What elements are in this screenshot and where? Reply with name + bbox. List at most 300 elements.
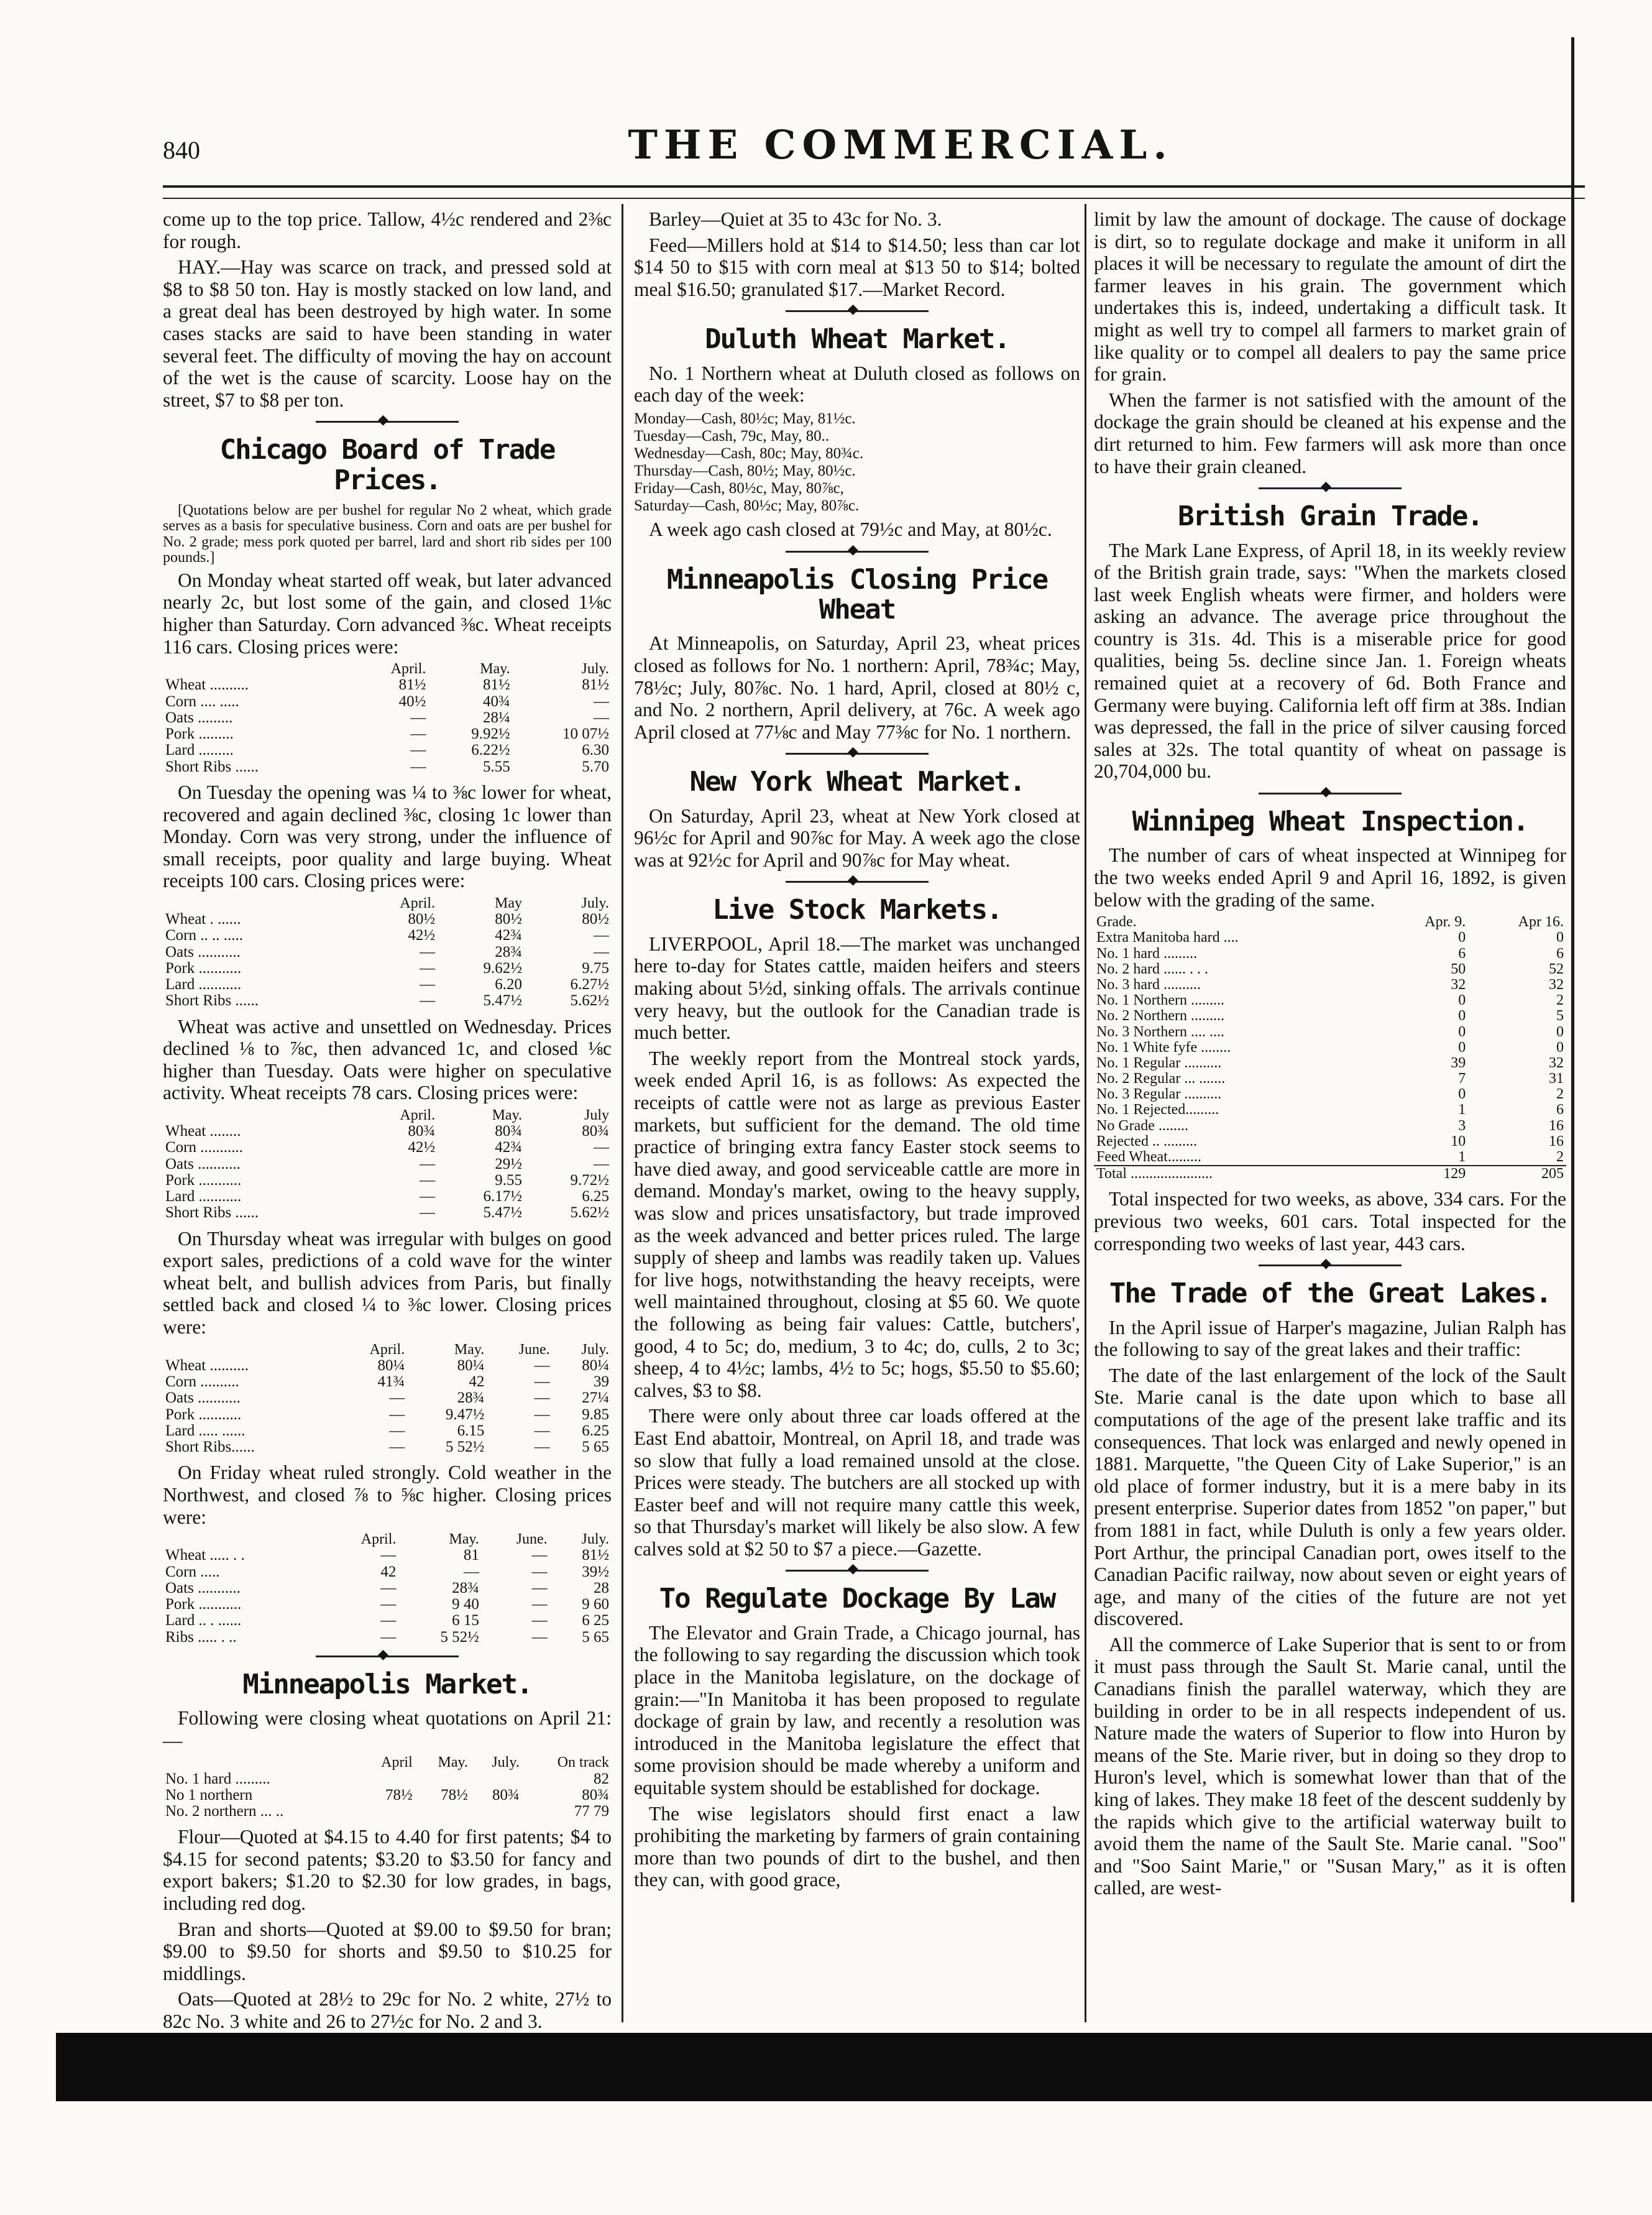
note: [Quotations below are per bushel for regular No 2 wheat, which grade serves as a basis for speculative business. Corn and oats are per bushel for No. 2 grade; mess pork quoted per barrel, lard and short rib sides per 100 pounds.] [163,502,612,566]
table-header-row [163,1342,612,1358]
table-cell: 42 [380,1563,397,1580]
table-cell: — [410,758,426,775]
table-row [163,1205,612,1221]
table-cell: — [531,1547,548,1564]
table-cell: 81½ [398,676,426,694]
paragraph: On Thursday wheat was irregular with bulges on good export sales, predictions of a cold wave for the winter wheat belt, and bullish advices from Paris, but finally settled back and closed ¼ to ⅜c lower. Closing prices were: [163,1227,612,1338]
table-cell: — [380,1547,397,1564]
table-cell: 10 07½ [562,725,609,743]
heading-winnipeg: Winnipeg Wheat Inspection. [1132,806,1528,838]
table-cell: No. 2 hard ...... . . . [1096,960,1208,977]
table-cell: 6.27½ [570,976,609,993]
table-cell: 0 [1458,992,1466,1009]
table-row [163,993,612,1009]
table-cell: — [594,1155,609,1172]
table-cell: 80¾ [492,1786,520,1803]
table-cell: 28¾ [452,1579,479,1596]
table-cell: 42¾ [495,1139,523,1156]
table-cell: — [380,1579,397,1596]
table-row [163,1374,612,1390]
table-header-cell: June. [518,1341,550,1358]
table-cell: 10 [1451,1133,1466,1149]
masthead: THE COMMERCIAL. [628,122,1173,168]
table-cell: — [410,742,426,759]
table-cell: — [389,1389,405,1407]
list-item: Friday—Cash, 80½c, May, 80⅞c, [634,479,844,497]
table-row [163,1439,612,1455]
table-cell: — [531,1563,548,1580]
table-cell: — [380,1596,397,1613]
table-cell: — [594,927,609,944]
table-header-cell: May. [492,1107,523,1123]
table-cell: 9.72½ [570,1171,609,1189]
table-cell: 9.47½ [445,1406,485,1423]
table-cell: 7 [1458,1071,1466,1087]
paragraph: On Monday wheat started off weak, but later advanced nearly 2c, but lost some of the gain, and closed 1⅛c higher than Saturday. Corn advanced ⅜c. Wheat receipts 116 cars. Closing prices were: [163,569,612,658]
table-cell: No 1 northern [165,1786,253,1803]
table-cell: 28¼ [482,709,510,726]
table-cell: — [531,1612,548,1629]
table-row [1094,962,1566,977]
table-cell: 50 [1451,960,1466,977]
table-cell: — [534,1373,550,1391]
table-cell: 9.92½ [471,725,510,743]
table-cell: Lard ......... [165,742,234,759]
table-cell: 40½ [398,693,426,710]
table-row [1094,993,1566,1008]
table-cell: 6 15 [452,1612,479,1629]
table-cell: 39 [594,1373,609,1391]
minneapolis-table [163,1755,612,1820]
table-cell: 2 [1556,1149,1564,1166]
table-header-row [163,661,612,677]
table-cell: — [410,725,426,743]
table-header-cell [163,661,351,677]
table-cell: No Grade ........ [1096,1117,1188,1134]
table-cell: 5 52½ [445,1439,485,1456]
table-row [163,1407,612,1423]
paragraph: At Minneapolis, on Saturday, April 23, wheat prices closed as follows for No. 1 northern: April, 78¾c; May, 78½c; July, 80⅞c. No. 1 hard, April, closed at 80½ c, and No. 2 northern, April delivery, at 76c. A week ago April closed at 77⅛c and May 77⅜c for No. 1 northern. [634,632,1080,743]
table-cell: 42½ [408,927,436,944]
table-row [163,1189,612,1205]
table-cell: 5.70 [582,758,609,775]
table-cell: 5.47½ [483,992,523,1010]
table-cell: 80¾ [495,1123,523,1140]
table-header-cell: July [584,1107,609,1123]
table-header-cell [163,896,358,911]
table-cell: Lard .. . ...... [165,1612,242,1629]
table-cell: 42½ [408,1139,436,1156]
price-table-thursday [163,1342,612,1456]
table-cell: 9 40 [452,1596,479,1613]
table-cell: — [594,1139,609,1156]
table-cell: Short Ribs ...... [165,992,259,1010]
table-cell: 41¾ [377,1373,405,1391]
table-row [163,1123,612,1140]
page-number: 840 [163,136,200,164]
winnipeg-table [1094,914,1566,1182]
table-header-cell [163,1108,358,1123]
table-cell: 1 [1458,1102,1466,1118]
table-header-cell: July. [581,1531,609,1548]
table-cell: — [534,1406,550,1423]
table-cell: — [380,1612,397,1629]
table-header-row [163,1532,612,1547]
section-separator [786,310,929,312]
paragraph: When the farmer is not satisfied with the amount of the dockage the grain should be cleaned at his expense and the dirt returned to him. Few farmers will ask more than once to have their grain cleaned. [1094,389,1566,477]
table-header-cell: May. [480,661,510,678]
table-cell: 42¾ [495,927,523,944]
table-cell: 3 [1458,1117,1466,1134]
table-row [163,1156,612,1172]
table-row [163,677,612,693]
table-cell: 205 [1468,1166,1566,1182]
heading-british: British Grain Trade. [1178,500,1482,533]
table-cell: 78½ [441,1786,468,1803]
table-cell: — [389,1439,405,1456]
list-item: Tuesday—Cash, 79c, May, 80.. [634,427,830,444]
paragraph: The weekly report from the Montreal stock yards, week ended April 16, is as follows: As expected the receipts of cattle were not as large as previous Easter markets, but sufficient for the demand. The old time practice of bringing extra fancy Easter stock seems to have died away, and good serviceable cattle are more in demand. Monday's market, owing to the heavy supply, was slow and prices unsatisfactory, but trade improved as the week advanced and better prices ruled. The large supply of sheep and lambs was readily taken up. Values for live hogs, notwithstanding the heavy receipts, were well maintained throughout, closing at $5 60. We quote the following as being fair values: Cattle, butchers', good, 4 to 5c; do, medium, 3 to 4c; do, culls, 2 to 3c; sheep, 4 to 4½c; lambs, 4½ to 5c; hogs, $5.50 to $5.60; calves, $3 to $8. [634,1047,1080,1401]
table-cell: Oats ........... [165,1155,241,1172]
table-row [163,1771,612,1787]
table-cell: No. 1 White fyfe ........ [1096,1039,1231,1056]
table-cell: — [463,1563,479,1580]
table-row [163,1140,612,1156]
table-row [1094,1071,1566,1087]
table-row [163,1547,612,1563]
table-cell: 32 [1549,1054,1564,1071]
table-cell: 0 [1458,1023,1466,1040]
paragraph: limit by law the amount of dockage. The cause of dockage is dirt, so to regulate dockage and make it uniform in all places it will be necessary to regulate the amount of dirt the farmer leaves in his grain. The government which undertakes this is, indeed, undertaking a difficult task. It might as well try to compel all farmers to market grain of like quality or to compel all dealers to pay the same price for grain. [1094,208,1566,385]
table-cell: 80¾ [582,1123,609,1140]
table-row [163,1580,612,1596]
section-separator [316,421,459,423]
table-row [163,1803,612,1820]
heading-minneapolis-closing: Minneapolis Closing Price Wheat [666,563,1048,625]
table-cell: — [380,1628,397,1646]
table-cell: 80½ [582,911,609,928]
table-cell: Wheat ........ [165,1123,241,1140]
paragraph: The date of the last enlargement of the lock of the Sault Ste. Marie canal is the date upon which to base all computations of the age of the present lake traffic and its consequences. That lock was enlarged and newly opened in 1881. Marquette, "the Queen City of Lake Superior," is an old place of former industry, but it is a mere baby in its present enterprise. Superior dates from 1852 "on paper," but from 1881 in fact, while Duluth is only a few years older. Port Arthur, the principal Canadian port, owes itself to the Canadian Pacific railway, now about seven or eight years of age, and many of the cities of the future are not yet discovered. [1094,1364,1566,1630]
price-table-monday [163,661,612,775]
table-cell: — [420,1204,436,1222]
table-row [163,1629,612,1646]
list-item: Thursday—Cash, 80½; May, 80½c. [634,462,856,479]
duluth-day-list [634,410,1080,515]
table-cell: Rejected .. ......... [1096,1133,1197,1149]
table-cell: Pork ........... [165,1406,242,1423]
table-cell: No. 2 northern ... .. [165,1803,284,1820]
table-cell: 0 [1458,929,1466,946]
table-cell: 42 [469,1373,485,1391]
table-header-cell: Apr 16. [1518,914,1564,931]
table-cell: Corn .......... [165,1373,239,1391]
table-cell: No. 1 hard ......... [165,1770,270,1787]
table-cell: Pork ........... [165,959,242,977]
table-cell: 1 [1458,1149,1466,1166]
table-cell: Lard ..... ...... [165,1422,246,1439]
section-separator [1259,1264,1402,1266]
table-header-cell: May [495,895,523,911]
table-cell: 6 [1556,945,1564,962]
table-cell: 80¼ [377,1356,405,1374]
table-cell: 6 [1556,1102,1564,1118]
table-row [1094,1056,1566,1071]
table-cell [357,1771,415,1787]
table-cell: 28 [594,1579,609,1596]
table-row [163,726,612,742]
table-cell: — [534,1439,550,1456]
paragraph-feed: Feed—Millers hold at $14 to $14.50; less than car lot $14 50 to $15 with corn meal at $13 50 to $14; bolted meal $16.50; granulated $17.—Market Record. [634,234,1080,300]
paragraph: On Friday wheat ruled strongly. Cold weather in the Northwest, and closed ⅞ to ⅝c higher. Closing prices were: [163,1462,612,1528]
paragraph-oats: Oats—Quoted at 28½ to 29c for No. 2 white, 27½ to 82c No. 3 white and 26 to 27½c for No. 2 and 3. [163,1988,612,2033]
table-header-cell: April. [369,1341,405,1358]
table-cell: 5 [1556,1008,1564,1025]
table-cell [415,1771,470,1787]
paragraph: Wheat was active and unsettled on Wednesday. Prices declined ⅛ to ⅞c, then advanced 1c, and closed ⅛c higher than Tuesday. Oats were higher on speculative activity. Wheat receipts 78 cars. Closing prices were: [163,1015,612,1104]
table-header-cell [163,1755,357,1771]
table-cell: 31 [1549,1071,1564,1087]
table-cell: — [531,1579,548,1596]
table-cell: 9.85 [582,1406,609,1423]
table-cell: Oats ......... [165,709,233,726]
table-cell: 82 [594,1770,609,1787]
paragraph: LIVERPOOL, April 18.—The market was unchanged here to-day for States cattle, maiden heifers and steers making about 5½d, sinking offals. The arrivals continue very heavy, but the outlook for the Canadian trade is much better. [634,933,1080,1044]
table-cell: Pork ........... [165,1171,242,1189]
table-cell [470,1771,522,1787]
table-cell: Oats ........... [165,943,241,960]
paragraph: A week ago cash closed at 79½c and May, at 80½c. [649,518,1052,540]
paragraph: Total inspected for two weeks, as above, 334 cars. For the previous two weeks, 601 cars. Total inspected for the corresponding two weeks of last year, 443 cars. [1094,1188,1566,1255]
table-cell [357,1803,415,1820]
paragraph: come up to the top price. Tallow, 4½c rendered and 2⅜c for rough. [163,208,612,252]
table-row [1094,1025,1566,1040]
table-cell: 5.55 [482,758,510,775]
table-cell: 6.30 [582,742,609,759]
table-cell: No. 3 hard .......... [1096,976,1201,993]
table-cell: 6.17½ [483,1188,523,1205]
table-cell: 0 [1458,1039,1466,1056]
table-row [1094,1040,1566,1056]
table-cell: 32 [1451,976,1466,993]
paragraph: All the commerce of Lake Superior that is sent to or from it must pass through the Sault St. Marie canal, until the Canadians finish the parallel waterway, which they are building in order to be in all respects independent of us. Nature made the waters of Superior to flow into Huron by means of the Ste. Marie river, but in doing so they drop to Huron's level, which is somewhat lower than that of the king of lakes. They make 18 feet of the descent suddenly by the rapids which give to the artificial waterway built to avoid them the name of the Sault Ste. Marie canal. "Soo" and "Soo Saint Marie," or "Susan Mary," as it is often called, are west- [1094,1633,1566,1899]
table-cell: 80½ [495,911,523,928]
table-cell: Lard ........... [165,976,242,993]
table-row [163,928,612,944]
column-2 [634,208,1080,2020]
list-item: Saturday—Cash, 80½c; May, 80⅞c. [634,497,860,514]
table-cell: 0 [1458,1008,1466,1025]
table-cell: 5 65 [582,1628,609,1646]
table-cell: Oats ........... [165,1579,241,1596]
table-cell: No. 1 Rejected......... [1096,1102,1219,1118]
table-cell: 2 [1556,1086,1564,1103]
table-cell: 9 60 [582,1596,609,1613]
table-cell: — [420,959,436,977]
table-row [1094,1087,1566,1102]
table-header-cell: April. [400,895,436,911]
heading-chicago: Chicago Board of Trade Prices. [219,434,555,496]
table-row [163,944,612,960]
header-rule [163,185,1585,188]
table-cell: — [420,1155,436,1172]
table-total-row [1094,1166,1566,1182]
table-cell: No. 3 Regular .......... [1096,1086,1222,1103]
table-cell: — [420,943,436,960]
table-row [163,1390,612,1406]
table-row [163,742,612,758]
table-cell: Short Ribs ...... [165,1204,259,1222]
paragraph: The Elevator and Grain Trade, a Chicago journal, has the following to say regarding the discussion which took place in the Manitoba legislature, on the dockage of grain:—"In Manitoba it has been proposed to regulate dockage of grain by law, and recently a resolution was introduced in the Manitoba legislature the effect that some provision should be made whereby a uniform and equitable system should be established for dockage. [634,1621,1080,1799]
paragraph-bran: Bran and shorts—Quoted at $9.00 to $9.50 for bran; $9.00 to $9.50 for shorts and $9.50 to $10.25 for middlings. [163,1918,612,1984]
section-separator [786,881,929,883]
table-cell: 81½ [582,676,609,694]
table-header-cell: July. [581,661,609,678]
table-row [163,759,612,775]
table-cell: 0 [1556,1039,1564,1056]
table-header-cell: April. [400,1107,436,1123]
section-separator [1259,487,1402,489]
column-divider [1085,204,1086,2022]
table-cell: Wheat ..... . . [165,1547,245,1564]
paragraph: On Saturday, April 23, wheat at New York closed at 96½c for April and 90⅞c for May. A week ago the close was at 92½c for April and 90⅞c for May wheat. [634,804,1080,871]
heading-great-lakes: The Trade of the Great Lakes. [1109,1278,1551,1310]
table-row [1094,1118,1566,1134]
table-cell: 78½ [385,1786,413,1803]
table-cell: Corn ..... [165,1563,220,1580]
table-cell: 52 [1549,960,1564,977]
table-cell: — [420,976,436,993]
table-cell: 16 [1549,1133,1564,1149]
table-header-cell: April [381,1754,413,1771]
table-cell: Short Ribs ...... [165,758,259,775]
table-cell: 0 [1556,929,1564,946]
table-cell: 80¼ [582,1356,609,1374]
paragraph-flour: Flour—Quoted at $4.15 to 4.40 for first patents; $4 to $4.15 for second patents; $3.20 to $3.50 for fancy and export bakers; $1.20 to $2.30 for low grades, in bags, including red dog. [163,1826,612,1915]
header-rule-thin [163,198,1585,199]
table-cell: — [534,1356,550,1374]
paragraph: The wise legislators should first enact a law prohibiting the marketing by farmers of grain containing more than two pounds of dirt to the bushel, and then they can, with good grace, [634,1802,1080,1891]
heading-duluth: Duluth Wheat Market. [705,323,1009,356]
table-row [1094,1149,1566,1166]
paragraph: The number of cars of wheat inspected at Winnipeg for the two weeks ended April 9 and April 16, 1892, is given below with the grading of the same. [1094,844,1566,911]
table-cell: 77 79 [574,1803,609,1820]
page-edge [1571,37,1574,1902]
column-3 [1094,208,1566,2020]
table-header-cell: May. [454,1341,485,1358]
table-header-cell: Grade. [1096,914,1137,931]
table-cell: — [594,943,609,960]
table-row [163,1358,612,1374]
table-header-cell: May. [449,1531,479,1548]
table-cell: — [534,1389,550,1407]
table-row [163,911,612,928]
table-cell: 16 [1549,1117,1564,1134]
table-cell: 29½ [495,1155,523,1172]
paragraph: The Mark Lane Express, of April 18, in its weekly review of the British grain trade, says: "When the markets closed last week English wheats were firmer, and holders were asking an advance. The average price throughout the country is 31s. 4d. This is a miserable price for good qualities, being 5s. decline since Jan. 1. Foreign wheats remained quiet at a recovery of 6d. Both France and Germany were buying. California left off firm at 38s. Indian was depressed, the fall in the price of silver causing forced sales at 32s. The total quantity of wheat on passage is 20,704,000 bu. [1094,539,1566,783]
column-divider [622,204,623,2022]
table-cell: Oats ........... [165,1389,241,1407]
list-item: Wednesday—Cash, 80c; May, 80¾c. [634,444,864,462]
list-item: Monday—Cash, 80½c; May, 81½c. [634,410,856,427]
price-table-friday [163,1532,612,1646]
table-header-row [1094,914,1566,930]
paragraph: No. 1 Northern wheat at Duluth closed as follows on each day of the week: [634,362,1080,407]
table-row [163,1423,612,1439]
table-header-cell: July. [581,1341,609,1358]
table-cell: — [420,1171,436,1189]
table-row [163,1172,612,1189]
table-header-cell [163,1342,334,1358]
table-cell: — [410,709,426,726]
table-cell: — [531,1596,548,1613]
table-cell: Feed Wheat......... [1096,1149,1201,1166]
table-cell: 129 [1379,1166,1468,1182]
table-cell: 9.62½ [483,959,523,977]
table-cell: 81½ [582,1547,609,1564]
section-separator [786,551,929,553]
table-cell: 6.25 [582,1188,609,1205]
table-cell: Wheat . ...... [165,911,241,928]
table-row [1094,930,1566,946]
table-cell: 80½ [408,911,436,928]
table-header-row [163,896,612,911]
price-table-tuesday [163,896,612,1010]
table-cell: Wheat .......... [165,676,249,694]
table-cell: 80¾ [582,1786,609,1803]
section-separator [316,1655,459,1657]
table-header-cell [163,1532,323,1547]
table-cell: — [531,1628,548,1646]
table-cell: 9.75 [582,959,609,977]
table-cell: 0 [1458,1086,1466,1103]
table-cell: No. 2 Regular ... ....... [1096,1071,1226,1087]
table-cell: 39½ [582,1563,609,1580]
table-cell: 81½ [482,676,510,694]
scan-bottom-edge [56,2033,1652,2101]
heading-new-york: New York Wheat Market. [689,766,1025,798]
paragraph: Following were closing wheat quotations on April 21:— [163,1707,612,1751]
section-separator [786,1570,929,1572]
paragraph-barley: Barley—Quiet at 35 to 43c for No. 3. [649,208,942,230]
table-cell [470,1803,522,1820]
table-cell: 81 [463,1547,479,1564]
table-row [163,694,612,710]
table-cell: 9.55 [495,1171,523,1189]
table-cell: 5.62½ [570,992,609,1010]
table-cell: 5.62½ [570,1204,609,1222]
table-cell: — [534,1422,550,1439]
table-cell: — [594,709,609,726]
table-cell: 39 [1451,1054,1466,1071]
table-cell: Extra Manitoba hard .... [1096,929,1239,946]
table-header-row [163,1108,612,1123]
table-cell: 5 65 [582,1439,609,1456]
table-cell: — [420,1188,436,1205]
table-cell: 28¾ [495,943,523,960]
paragraph: In the April issue of Harper's magazine, Julian Ralph has the following to say of the great lakes and their traffic: [1094,1316,1566,1361]
paragraph: There were only about three car loads offered at the East End abattoir, Montreal, on April 18, and trade was so slow that fully a load remained unsold at the close. Prices were steady. The butchers are all stocked up with Easter beef and will not require many cattle this week, so that Thursday's market will likely be also slow. A few calves sold at $2 50 to $7 a piece.—Gazette. [634,1405,1080,1560]
heading-live-stock: Live Stock Markets. [712,894,1002,926]
table-cell: 6 25 [582,1612,609,1629]
table-cell: No. 3 Northern .... .... [1096,1023,1224,1040]
table-cell: 5 52½ [440,1628,479,1646]
table-row [1094,1102,1566,1118]
table-row [163,1564,612,1580]
table-cell: Short Ribs...... [165,1439,255,1456]
table-cell: 80¼ [457,1356,485,1374]
table-header-cell: Apr. 9. [1425,914,1466,931]
